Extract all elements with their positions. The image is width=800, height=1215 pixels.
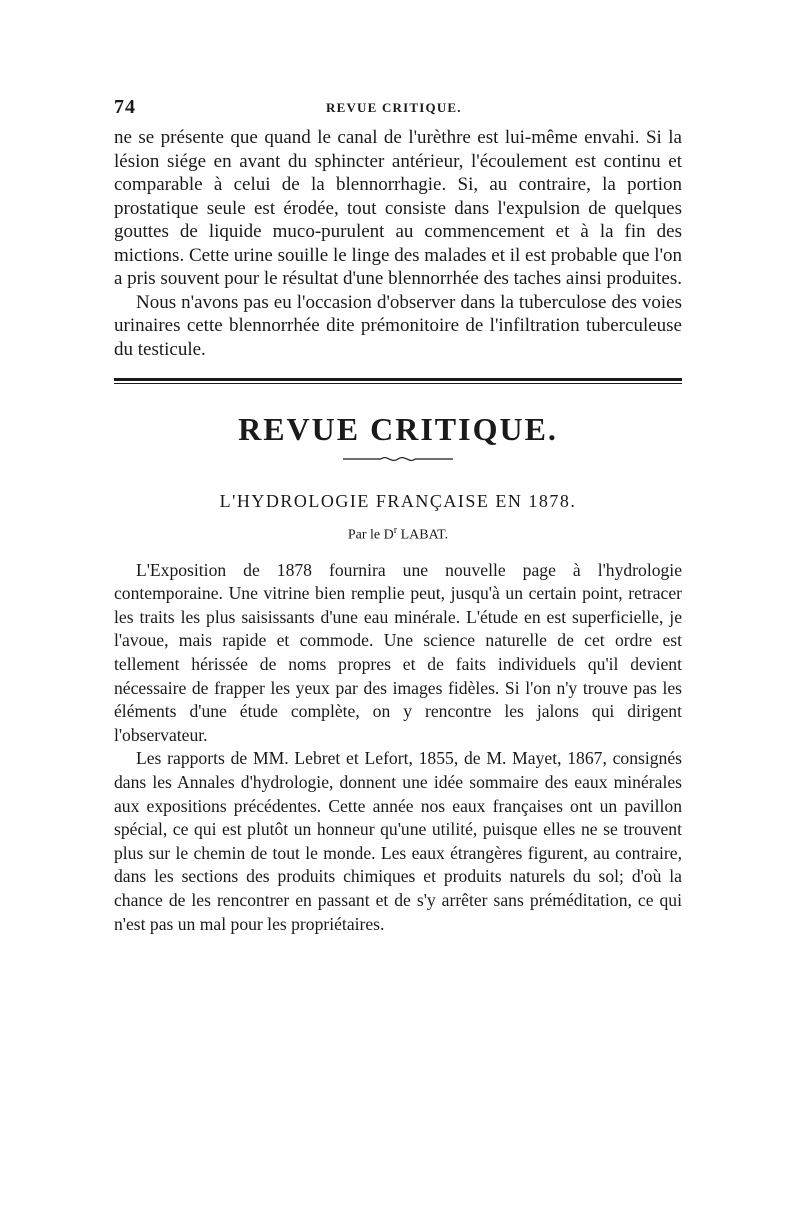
article-paragraph: Les rapports de MM. Lebret et Lefort, 1855, de M. Mayet, 1867, consignés dans les Annales d'hydrologie, donnent une idée sommaire des eaux minérales aux expositions précédentes. Cette année nos eaux françaises ont un pavillon spécial, ce qui est plutôt un honneur qu'une utilité, puisque elles ne se trouvent plus sur le chemin de tout le monde. Les eaux étrangères figurent, au contraire, dans les sections des produits chimiques et produits naturels du sol; d'où la chance de les rencontrer en passant et de s'y arrêter sans préméditation, ce qui n'est pas un mal pour les propriétaires.	[114, 748, 682, 934]
divider-thin-rule	[114, 383, 682, 384]
continuation-text	[114, 126, 682, 361]
ornament-flourish-icon	[343, 454, 453, 464]
running-head-title: REVUE CRITIQUE.	[326, 100, 462, 115]
book-page	[114, 96, 682, 936]
article-byline	[114, 522, 682, 545]
article-body	[114, 559, 682, 937]
continuation-paragraph: ne se présente que quand le canal de l'urèthre est lui-même envahi. Si la lésion siége en avant du sphincter antérieur, l'écoulement est continu et comparable à celui de la blennorrhagie. Si, au contraire, la portion prostatique seule est érodée, tout consiste dans l'expulsion de quelques gouttes de liquide muco-purulent au commencement et à la fin des mictions. Cette urine souille le linge des malades et il est probable que l'on a pris souvent pour le résultat d'une blennorrhée des taches ainsi produites.	[114, 127, 683, 289]
byline-author: LABAT.	[397, 527, 449, 543]
byline-prefix: Par le D	[347, 527, 394, 543]
section-divider	[114, 378, 682, 384]
section-title: REVUE CRITIQUE.	[238, 411, 558, 447]
article-paragraph: L'Exposition de 1878 fournira une nouvelle page à l'hydrologie contemporaine. Une vitrine bien remplie peut, jusqu'à un certain point, retracer les traits les plus saisissants d'une eau minérale. L'étude en est superficielle, je l'avoue, mais rapide et commode. Une science naturelle de cet ordre est tellement hérissée de noms propres et de faits individuels qu'il devient nécessaire de frapper les yeux par des images fidèles. Si l'on n'y trouve pas les éléments d'une étude complète, on y rencontre les jalons qui dirigent l'observateur.	[114, 559, 682, 745]
continuation-paragraph: Nous n'avons pas eu l'occasion d'observer dans la tuberculose des voies urinaires cette blennorrhée dite prémonitoire de l'infiltration tuberculeuse du testicule.	[114, 291, 682, 360]
page-number: 74	[114, 96, 136, 118]
byline-sup: r	[393, 525, 398, 536]
running-head	[114, 96, 682, 120]
divider-thick-rule	[114, 378, 682, 381]
article-title: L'HYDROLOGIE FRANÇAISE EN 1878.	[219, 491, 577, 511]
